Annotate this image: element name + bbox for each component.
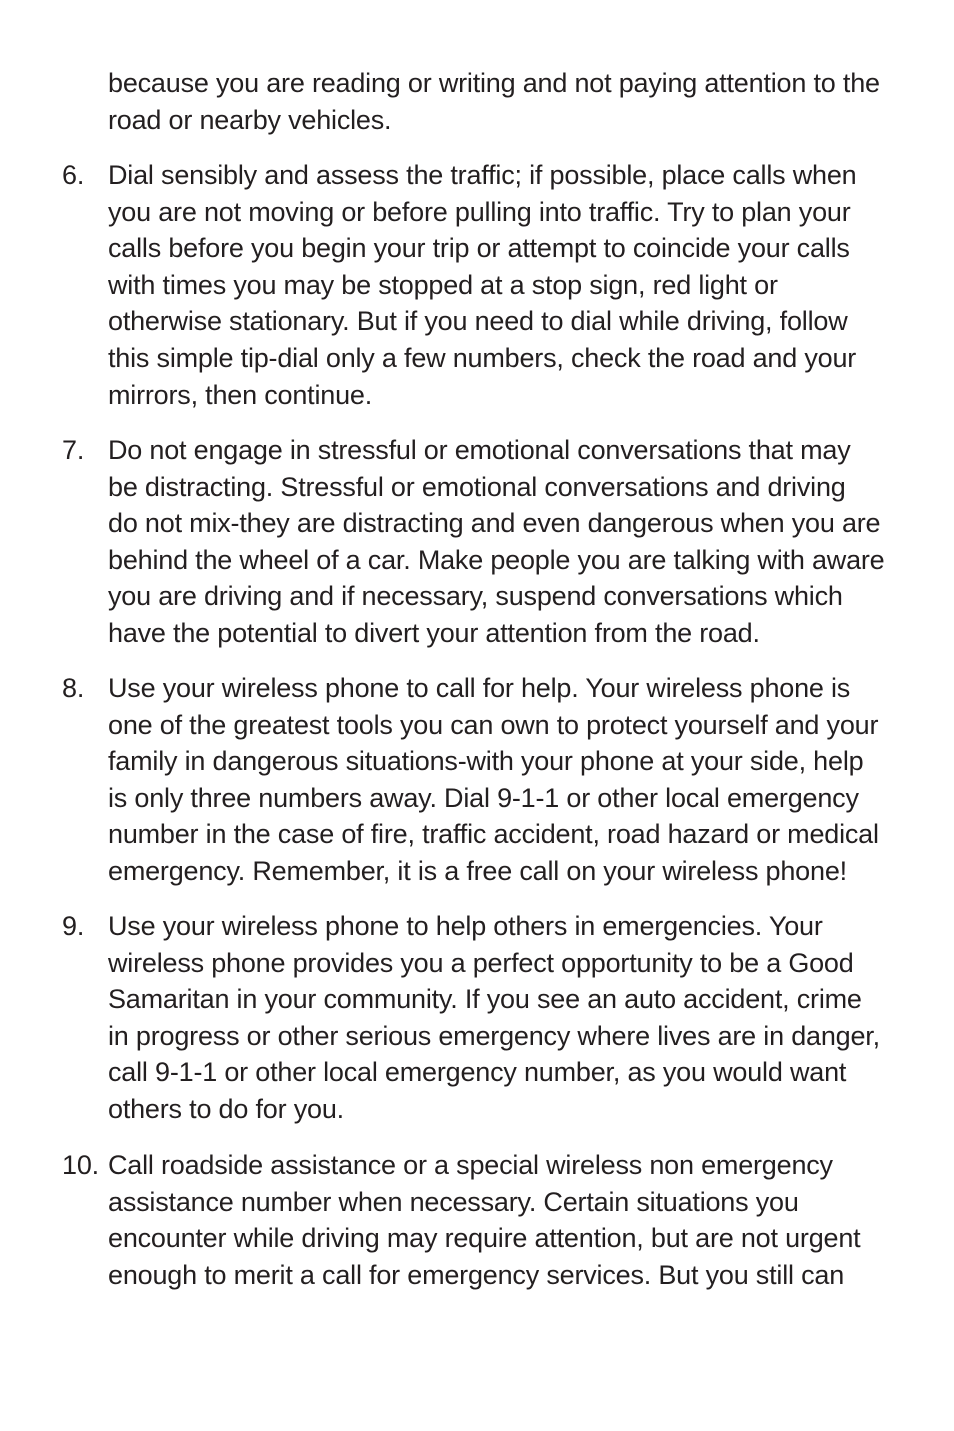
text-line: Do not engage in stressful or emotional conversations that may <box>108 435 851 465</box>
list-item-9 <box>62 908 908 1128</box>
text-line: in progress or other serious emergency where lives are in danger, <box>108 1020 880 1051</box>
item-number: 6. <box>62 160 85 190</box>
text-line: number in the case of fire, traffic accident, road hazard or medical <box>108 819 879 850</box>
text-line: Use your wireless phone to call for help. Your wireless phone is <box>108 673 851 703</box>
item-text <box>108 908 908 1128</box>
list-item-6 <box>62 157 908 413</box>
text-line: road or nearby vehicles. <box>108 104 392 135</box>
text-line: one of the greatest tools you can own to protect yourself and your <box>108 709 879 740</box>
text-line: Use your wireless phone to help others in emergencies. Your <box>108 911 823 941</box>
text-line: do not mix-they are distracting and even dangerous when you are <box>108 508 881 539</box>
item-number: 8. <box>62 673 85 703</box>
text-line: have the potential to divert your attention from the road. <box>108 617 760 648</box>
text-line: family in dangerous situations-with your phone at your side, help <box>108 746 864 777</box>
text-line: emergency. Remember, it is a free call on your wireless phone! <box>108 855 847 886</box>
text-line: with times you may be stopped at a stop sign, red light or <box>108 269 778 300</box>
item-text <box>108 1147 908 1293</box>
item-number: 9. <box>62 911 85 941</box>
text-line: otherwise stationary. But if you need to dial while driving, follow <box>108 306 848 337</box>
text-line: you are not moving or before pulling into traffic. Try to plan your <box>108 196 851 227</box>
text-line: is only three numbers away. Dial 9-1-1 or other local emergency <box>108 782 859 813</box>
text-line: you are driving and if necessary, suspend conversations which <box>108 581 843 612</box>
item-number: 10. <box>62 1150 99 1180</box>
text-line: mirrors, then continue. <box>108 379 373 410</box>
text-line: calls before you begin your trip or attempt to coincide your calls <box>108 233 850 264</box>
text-line: this simple tip-dial only a few numbers, check the road and your <box>108 342 857 373</box>
text-line: wireless phone provides you a perfect opportunity to be a Good <box>108 947 854 978</box>
text-line: enough to merit a call for emergency services. But you still can <box>108 1259 845 1290</box>
text-line: Samaritan in your community. If you see an auto accident, crime <box>108 984 862 1015</box>
list-item-8 <box>62 670 908 890</box>
text-line: Dial sensibly and assess the traffic; if possible, place calls when <box>108 160 857 190</box>
text-line: assistance number when necessary. Certain situations you <box>108 1186 799 1217</box>
item-text <box>108 670 908 890</box>
list-item-10 <box>62 1147 908 1293</box>
list-item-7 <box>62 432 908 652</box>
text-line: encounter while driving may require attention, but are not urgent <box>108 1223 861 1254</box>
text-line: others to do for you. <box>108 1093 344 1124</box>
text-line: behind the wheel of a car. Make people you are talking with aware <box>108 544 885 575</box>
item-number: 7. <box>62 435 85 465</box>
text-line: Call roadside assistance or a special wireless non emergency <box>108 1150 833 1180</box>
item-text <box>108 432 908 652</box>
text-line: be distracting. Stressful or emotional conversations and driving <box>108 471 846 502</box>
text-line: call 9-1-1 or other local emergency number, as you would want <box>108 1057 847 1088</box>
text-line: because you are reading or writing and not paying attention to the <box>108 68 880 98</box>
continued-paragraph <box>108 65 908 138</box>
item-text <box>108 157 908 413</box>
